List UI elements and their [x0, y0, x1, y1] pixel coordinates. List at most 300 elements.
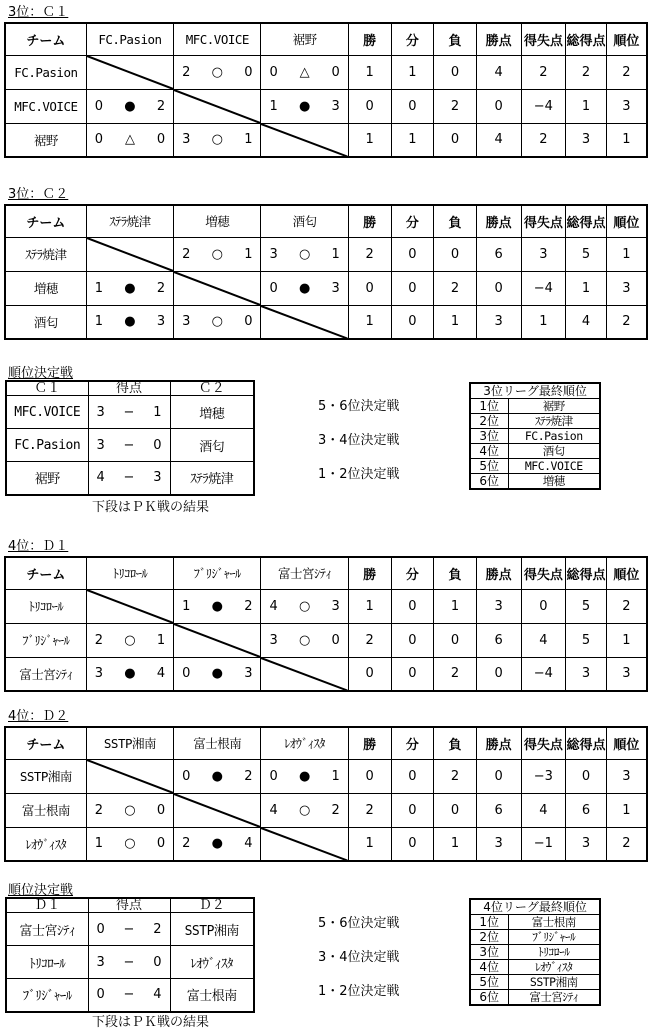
stat-value: 5: [566, 589, 607, 623]
goal-count: 4: [156, 666, 166, 682]
final-standing-row: [470, 429, 600, 444]
stat-value: 0: [476, 271, 521, 305]
goal-count: 3: [331, 280, 340, 296]
team-row: [5, 55, 647, 89]
playoff-head-cell: Ｃ２: [170, 381, 254, 396]
goal-count: 0: [331, 64, 340, 80]
header-row: [5, 557, 647, 589]
self-match-cell: [261, 827, 348, 861]
playoff-match-row: [6, 462, 254, 495]
match-result: [261, 55, 348, 89]
final-standing-row: [470, 474, 600, 490]
final-standings-title: 4位リーグ最終順位: [470, 899, 600, 915]
team-row: [5, 827, 647, 861]
final-standing-row: [470, 915, 600, 930]
header-opponent: MFC.VOICE: [174, 23, 261, 55]
playoff-head-cell: 得点: [88, 898, 170, 913]
stat-value: 2: [434, 89, 477, 123]
goal-count: 2: [182, 246, 191, 262]
stat-value: 1: [566, 89, 607, 123]
team-name: FC.Pasion: [5, 55, 86, 89]
result-mark: ○: [124, 802, 136, 818]
self-match-cell: [174, 271, 261, 305]
final-team: FC.Pasion: [508, 429, 600, 444]
match-result: [261, 623, 348, 657]
header-opponent: ﾚｵｳﾞｨｽﾀ: [261, 727, 348, 759]
playoff-left-team: FC.Pasion: [6, 429, 88, 462]
self-match-cell: [261, 305, 348, 339]
stat-value: 3: [606, 657, 647, 691]
goal-count: 1: [331, 246, 340, 262]
stat-value: 0: [391, 589, 434, 623]
playoff-right-team: SSTP湘南: [170, 913, 254, 946]
stat-value: 1: [348, 123, 391, 157]
team-row: [5, 237, 647, 271]
stat-value: 1: [606, 123, 647, 157]
team-row: [5, 759, 647, 793]
score-value: 2: [153, 921, 162, 937]
result-mark: ○: [211, 132, 223, 148]
result-mark: ○: [211, 246, 223, 262]
match-result: [261, 271, 348, 305]
stat-value: 1: [348, 55, 391, 89]
stat-value: 0: [476, 657, 521, 691]
playoff-match-label: 3・4位決定戦: [318, 950, 400, 965]
header-opponent: 富士根南: [174, 727, 261, 759]
score-dash: −: [123, 470, 135, 486]
header-team: チーム: [5, 727, 86, 759]
final-rank: 3位: [470, 429, 508, 444]
header-stat: 得失点: [521, 205, 566, 237]
self-match-cell: [261, 123, 348, 157]
final-standing-row: [470, 945, 600, 960]
stat-value: 1: [391, 123, 434, 157]
team-row: [5, 271, 647, 305]
match-result: [174, 305, 261, 339]
goal-count: 1: [94, 836, 104, 852]
result-mark: ●: [298, 768, 311, 784]
header-stat: 得失点: [521, 727, 566, 759]
score-value: 3: [96, 954, 105, 970]
final-rank: 4位: [470, 444, 508, 459]
header-stat: 勝点: [476, 557, 521, 589]
stat-value: 0: [434, 55, 477, 89]
league-table: [4, 204, 648, 340]
stat-value: 1: [434, 589, 477, 623]
playoff-title: 順位決定戦: [8, 883, 74, 898]
team-row: [5, 793, 647, 827]
result-mark: ○: [298, 246, 311, 262]
stat-value: 4: [476, 123, 521, 157]
header-stat: 勝: [348, 727, 391, 759]
final-rank: 1位: [470, 915, 508, 930]
header-stat: 分: [391, 23, 434, 55]
goal-count: 3: [182, 132, 191, 148]
match-result: [86, 89, 173, 123]
final-rank: 5位: [470, 459, 508, 474]
final-team: ﾚｵｳﾞｨｽﾀ: [508, 960, 600, 975]
header-stat: 得失点: [521, 557, 566, 589]
team-row: [5, 305, 647, 339]
stat-value: 1: [434, 827, 477, 861]
goal-count: 2: [244, 598, 253, 614]
stat-value: 3: [606, 89, 647, 123]
header-stat: 総得点: [566, 557, 607, 589]
stat-value: 0: [566, 759, 607, 793]
stat-value: 3: [521, 237, 566, 271]
goal-count: 0: [269, 64, 278, 80]
stat-value: 6: [476, 793, 521, 827]
final-rank: 3位: [470, 945, 508, 960]
header-opponent: 酒匂: [261, 205, 348, 237]
goal-count: 2: [156, 98, 166, 114]
playoff-left-team: ﾄﾘｺﾛｰﾙ: [6, 946, 88, 979]
stat-value: 3: [606, 759, 647, 793]
result-mark: ○: [298, 632, 311, 648]
stat-value: 5: [566, 623, 607, 657]
score-value: 3: [153, 470, 162, 486]
goal-count: 3: [182, 314, 191, 330]
score-value: 4: [96, 470, 105, 486]
playoff-right-team: 酒匂: [170, 429, 254, 462]
stat-value: 6: [476, 623, 521, 657]
header-stat: 総得点: [566, 205, 607, 237]
team-row: [5, 623, 647, 657]
final-team: 富士宮ｼﾃｨ: [508, 990, 600, 1006]
result-mark: ○: [211, 64, 223, 80]
playoff-score: [88, 396, 170, 429]
stat-value: 2: [566, 55, 607, 89]
match-result: [174, 589, 261, 623]
self-match-cell: [174, 89, 261, 123]
self-match-cell: [86, 589, 173, 623]
team-name: 富士宮ｼﾃｨ: [5, 657, 86, 691]
final-team: MFC.VOICE: [508, 459, 600, 474]
self-match-cell: [86, 237, 173, 271]
score-dash: −: [123, 921, 135, 937]
final-standings-table: [469, 898, 601, 1006]
stat-value: −4: [521, 271, 566, 305]
result-mark: ●: [211, 836, 223, 852]
final-rank: 4位: [470, 960, 508, 975]
stat-value: 3: [566, 827, 607, 861]
playoff-right-team: ﾚｵｳﾞｨｽﾀ: [170, 946, 254, 979]
header-stat: 総得点: [566, 23, 607, 55]
league-table: [4, 726, 648, 862]
goal-count: 2: [182, 836, 191, 852]
goal-count: 2: [331, 802, 340, 818]
stat-value: −4: [521, 657, 566, 691]
stat-value: 2: [434, 759, 477, 793]
header-opponent: 富士宮ｼﾃｨ: [261, 557, 348, 589]
header-stat: 順位: [606, 557, 647, 589]
final-team: ｽﾃﾗ焼津: [508, 414, 600, 429]
playoff-table: [5, 380, 255, 496]
stat-value: 0: [348, 759, 391, 793]
final-rank: 5位: [470, 975, 508, 990]
final-team: ﾄﾘｺﾛｰﾙ: [508, 945, 600, 960]
header-stat: 総得点: [566, 727, 607, 759]
stat-value: 2: [521, 55, 566, 89]
score-value: 0: [96, 987, 105, 1003]
header-stat: 勝点: [476, 727, 521, 759]
league-table: [4, 22, 648, 158]
goal-count: 3: [331, 98, 340, 114]
stat-value: 2: [434, 271, 477, 305]
match-result: [86, 123, 173, 157]
match-result: [174, 759, 261, 793]
final-team: 増穂: [508, 474, 600, 490]
result-mark: △: [299, 64, 310, 80]
self-match-cell: [174, 793, 261, 827]
match-result: [174, 827, 261, 861]
score-value: 0: [153, 437, 162, 453]
team-name: 富士根南: [5, 793, 86, 827]
playoff-match-label: 1・2位決定戦: [318, 984, 400, 999]
goal-count: 0: [182, 768, 191, 784]
header-stat: 分: [391, 727, 434, 759]
goal-count: 2: [182, 64, 191, 80]
goal-count: 2: [94, 632, 104, 648]
playoff-match-label: 3・4位決定戦: [318, 433, 400, 448]
stat-value: 3: [476, 589, 521, 623]
league-title: 3位：Ｃ２: [8, 187, 69, 202]
stat-value: 2: [606, 827, 647, 861]
team-name: 酒匂: [5, 305, 86, 339]
score-dash: −: [123, 987, 135, 1003]
stat-value: 0: [391, 237, 434, 271]
stat-value: 0: [434, 793, 477, 827]
goal-count: 0: [94, 132, 104, 148]
playoff-match-row: [6, 396, 254, 429]
goal-count: 1: [182, 598, 191, 614]
team-name: 裾野: [5, 123, 86, 157]
stat-value: 3: [476, 305, 521, 339]
final-team: SSTP湘南: [508, 975, 600, 990]
result-mark: ○: [298, 598, 311, 614]
stat-value: −4: [521, 89, 566, 123]
header-opponent: 裾野: [261, 23, 348, 55]
final-standing-row: [470, 975, 600, 990]
goal-count: 3: [331, 598, 340, 614]
playoff-right-team: ｽﾃﾗ焼津: [170, 462, 254, 495]
goal-count: 1: [244, 132, 253, 148]
score-dash: −: [123, 437, 135, 453]
playoff-match-row: [6, 913, 254, 946]
stat-value: 0: [434, 623, 477, 657]
goal-count: 2: [244, 768, 253, 784]
stat-value: 4: [566, 305, 607, 339]
match-result: [261, 589, 348, 623]
stat-value: 0: [521, 589, 566, 623]
result-mark: ○: [124, 632, 136, 648]
stat-value: 1: [521, 305, 566, 339]
self-match-cell: [86, 55, 173, 89]
result-mark: ●: [211, 666, 223, 682]
playoff-head-cell: Ｃ１: [6, 381, 88, 396]
final-standing-row: [470, 414, 600, 429]
result-mark: ●: [211, 598, 223, 614]
final-standing-row: [470, 960, 600, 975]
playoff-left-team: 裾野: [6, 462, 88, 495]
team-name: ﾄﾘｺﾛｰﾙ: [5, 589, 86, 623]
playoff-score: [88, 946, 170, 979]
score-value: 4: [153, 987, 162, 1003]
goal-count: 0: [156, 836, 166, 852]
header-team: チーム: [5, 205, 86, 237]
final-rank: 6位: [470, 474, 508, 490]
goal-count: 3: [156, 314, 166, 330]
stat-value: 6: [476, 237, 521, 271]
goal-count: 4: [269, 598, 278, 614]
team-name: SSTP湘南: [5, 759, 86, 793]
score-value: 3: [96, 437, 105, 453]
result-mark: ●: [124, 280, 136, 296]
final-standing-row: [470, 990, 600, 1006]
playoff-right-team: 増穂: [170, 396, 254, 429]
final-standing-row: [470, 930, 600, 945]
goal-count: 2: [94, 802, 104, 818]
stat-value: 2: [348, 623, 391, 657]
goal-count: 0: [269, 768, 278, 784]
goal-count: 1: [94, 280, 104, 296]
playoff-header: [6, 381, 254, 396]
result-mark: ●: [211, 768, 223, 784]
header-stat: 負: [434, 727, 477, 759]
playoff-match-label: 5・6位決定戦: [318, 916, 400, 931]
stat-value: 2: [521, 123, 566, 157]
match-result: [261, 237, 348, 271]
goal-count: 0: [156, 132, 166, 148]
result-mark: ●: [298, 280, 311, 296]
stat-value: 2: [606, 305, 647, 339]
playoff-score: [88, 913, 170, 946]
goal-count: 3: [269, 246, 278, 262]
final-standing-row: [470, 444, 600, 459]
header-row: [5, 23, 647, 55]
header-stat: 勝点: [476, 23, 521, 55]
score-value: 0: [96, 921, 105, 937]
stat-value: 0: [391, 759, 434, 793]
goal-count: 0: [331, 632, 340, 648]
header-opponent: ｽﾃﾗ焼津: [86, 205, 173, 237]
goal-count: 0: [182, 666, 191, 682]
result-mark: ●: [124, 314, 136, 330]
playoff-head-cell: Ｄ２: [170, 898, 254, 913]
match-result: [174, 657, 261, 691]
stat-value: 0: [348, 271, 391, 305]
match-result: [261, 89, 348, 123]
header-stat: 順位: [606, 23, 647, 55]
stat-value: 0: [476, 89, 521, 123]
pk-note: 下段はＰＫ戦の結果: [92, 1015, 210, 1030]
result-mark: ●: [124, 98, 136, 114]
header-stat: 順位: [606, 727, 647, 759]
stat-value: 1: [606, 623, 647, 657]
stat-value: 2: [606, 589, 647, 623]
match-result: [86, 657, 173, 691]
playoff-right-team: 富士根南: [170, 979, 254, 1012]
stat-value: 3: [566, 123, 607, 157]
goal-count: 0: [244, 314, 253, 330]
stat-value: 2: [434, 657, 477, 691]
final-standing-row: [470, 459, 600, 474]
header-team: チーム: [5, 557, 86, 589]
stat-value: 4: [521, 623, 566, 657]
final-team: 裾野: [508, 399, 600, 414]
goal-count: 4: [244, 836, 253, 852]
final-rank: 2位: [470, 930, 508, 945]
goal-count: 3: [94, 666, 104, 682]
stat-value: 0: [391, 827, 434, 861]
match-result: [86, 827, 173, 861]
header-opponent: 増穂: [174, 205, 261, 237]
result-mark: △: [124, 132, 135, 148]
league-title: 4位：Ｄ１: [8, 539, 69, 554]
stat-value: 4: [476, 55, 521, 89]
stat-value: 4: [521, 793, 566, 827]
header-team: チーム: [5, 23, 86, 55]
self-match-cell: [86, 759, 173, 793]
team-name: 増穂: [5, 271, 86, 305]
stat-value: 1: [348, 305, 391, 339]
result-mark: ●: [124, 666, 136, 682]
playoff-left-team: MFC.VOICE: [6, 396, 88, 429]
goal-count: 3: [244, 666, 253, 682]
self-match-cell: [174, 623, 261, 657]
stat-value: 0: [391, 89, 434, 123]
match-result: [261, 759, 348, 793]
final-team: ﾌﾞﾘｼﾞｬｰﾙ: [508, 930, 600, 945]
playoff-left-team: 富士宮ｼﾃｨ: [6, 913, 88, 946]
match-result: [174, 55, 261, 89]
header-stat: 負: [434, 557, 477, 589]
playoff-header: [6, 898, 254, 913]
stat-value: 0: [348, 657, 391, 691]
score-dash: −: [123, 954, 135, 970]
stat-value: −1: [521, 827, 566, 861]
header-stat: 負: [434, 205, 477, 237]
final-standings-title: 3位リーグ最終順位: [470, 383, 600, 399]
playoff-title: 順位決定戦: [8, 366, 74, 381]
stat-value: 1: [391, 55, 434, 89]
stat-value: −3: [521, 759, 566, 793]
result-mark: ○: [211, 314, 223, 330]
header-stat: 順位: [606, 205, 647, 237]
stat-value: 0: [434, 123, 477, 157]
stat-value: 0: [391, 271, 434, 305]
header-stat: 勝: [348, 557, 391, 589]
stat-value: 0: [391, 793, 434, 827]
pk-note: 下段はＰＫ戦の結果: [92, 500, 210, 515]
stat-value: 2: [348, 237, 391, 271]
team-name: MFC.VOICE: [5, 89, 86, 123]
goal-count: 1: [244, 246, 253, 262]
header-opponent: FC.Pasion: [86, 23, 173, 55]
playoff-match-label: 1・2位決定戦: [318, 467, 400, 482]
playoff-score: [88, 979, 170, 1012]
final-standing-row: [470, 399, 600, 414]
stat-value: 1: [606, 793, 647, 827]
final-rank: 1位: [470, 399, 508, 414]
header-row: [5, 727, 647, 759]
header-opponent: ﾌﾞﾘｼﾞｬｰﾙ: [174, 557, 261, 589]
match-result: [86, 271, 173, 305]
playoff-score: [88, 462, 170, 495]
header-opponent: ﾄﾘｺﾛｰﾙ: [86, 557, 173, 589]
stat-value: 2: [606, 55, 647, 89]
result-mark: ○: [298, 802, 311, 818]
